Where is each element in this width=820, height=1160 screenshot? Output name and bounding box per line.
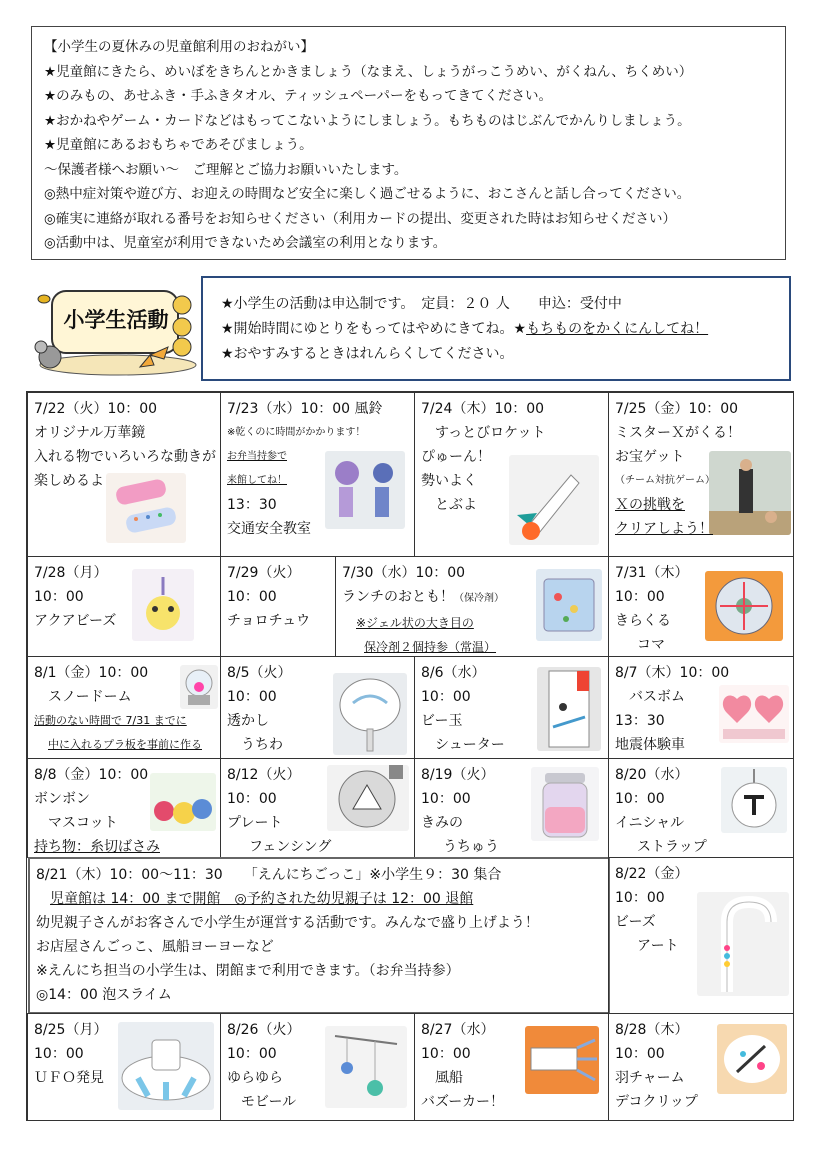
event-title (342, 585, 602, 611)
event-cell-0820 (608, 758, 794, 858)
event-title: ＵＦＯ発見 (34, 1070, 104, 1086)
event-time: 10：00 (227, 1046, 277, 1062)
event-date: 7/29（火） (227, 565, 301, 581)
event-note: お店屋さんごっこ、風船ヨーヨーなど (36, 939, 274, 955)
event-note: ※乾くのに時間がかかります！ (227, 427, 366, 438)
event-note: 保冷剤２個持参（常温） (364, 640, 497, 654)
event-cell-0822 (608, 857, 794, 1014)
event-note: 活動のない時間で 7/31 までに (34, 714, 187, 727)
event-time: 10：00 (227, 689, 277, 705)
event-note: 中に入れるプラ板を事前に作る (48, 738, 202, 751)
event-title: マスコット (48, 815, 118, 831)
rules-line: ★児童館にあるおもちゃであそびましょう。 (44, 137, 313, 153)
event-cell-0828 (608, 1013, 794, 1121)
event-cell-0729 (220, 556, 336, 657)
rules-line: ★おかねやゲーム・カードなどはもってこないようにしましょう。もちものはじぶんでかんりしましょう。 (44, 112, 691, 129)
event-note: 幼児親子さんがお客さんで小学生が運営する活動です。みんなで盛り上げよう！ (36, 915, 539, 931)
event-time: 10：00 (421, 791, 471, 807)
event-date: 8/1（金）10：00 (34, 665, 149, 681)
event-date: 7/31（木） (615, 565, 689, 581)
event-title: ビー玉 (421, 713, 463, 729)
event-cell-0731 (608, 556, 794, 657)
event-note: クリアしよう！ (615, 521, 713, 537)
activity-banner (30, 285, 200, 377)
event-cell-0808 (27, 758, 221, 858)
notice-line-2b: もちものをかくにんしてね！ (526, 321, 709, 337)
event-cell-0819 (414, 758, 609, 858)
event-cell-0821 (28, 857, 610, 1014)
rules-title: 【小学生の夏休みの児童館利用のおねがい】 (44, 39, 314, 55)
event-title: コマ (637, 637, 665, 653)
event-note: ◎14：00 泡スライム (36, 987, 172, 1003)
event-cell-0725 (608, 392, 794, 557)
event-title: プレート (227, 815, 283, 831)
event-note: お弁当持参で (227, 451, 287, 462)
event-cell-0825 (27, 1013, 221, 1121)
event-note: 勢いよく (421, 473, 477, 489)
event-time: 10：00 (615, 791, 665, 807)
event-note: 児童館は 14：00 まで開館 ◎予約された幼児親子は 12：00 退館 (50, 891, 474, 907)
rules-line: ★児童館にきたら、めいぼをきちんとかきましょう（なまえ、しょうがっこうめい、がくねん、ちくめい） (44, 63, 693, 80)
event-title-sub: （保冷剤） (454, 593, 504, 604)
event-date: 7/30（水）10：00 (342, 565, 466, 581)
event-date: 8/5（火） (227, 665, 292, 681)
event-title-main: ランチのおとも！ (342, 589, 454, 605)
event-note: 楽しめるよ (34, 473, 104, 489)
event-time: 13：30 (227, 497, 277, 513)
event-date: 8/21（木）10：00〜11：30 「えんにちごっこ」※小学生９：30 集合 (36, 867, 502, 883)
event-title: ビーズ (615, 914, 656, 930)
event-date: 8/28（木） (615, 1022, 689, 1038)
event-time: 10：00 (227, 791, 277, 807)
event-date: 7/23（水）10：00 風鈴 (227, 401, 383, 417)
notice-line-1: ★小学生の活動は申込制です。 定員：２０ 人 申込：受付中 (221, 296, 622, 312)
event-title: スノードーム (48, 689, 132, 705)
event-title: ボンボン (34, 791, 90, 807)
event-title: アクアビーズ (34, 613, 117, 629)
event-title: お宝ゲット (615, 449, 685, 465)
event-title: きらくる (615, 613, 671, 629)
event-date: 7/28（月） (34, 565, 108, 581)
event-title: うちゅう (443, 839, 499, 855)
notice-line-3: ★おやすみするときはれんらくしてください。 (221, 346, 514, 362)
event-time: 10：00 (615, 589, 665, 605)
event-cell-0827 (414, 1013, 609, 1121)
banner-title: 小学生活動 (63, 308, 169, 332)
event-time: 10：00 (34, 1046, 84, 1062)
event-title: 風船 (435, 1070, 463, 1086)
event-title: 交通安全教室 (227, 521, 311, 537)
event-title: きみの (421, 815, 463, 831)
notice-line-2a: ★開始時間にゆとりをもってはやめにきてね。★ (221, 321, 527, 337)
event-date: 8/27（水） (421, 1022, 495, 1038)
event-note: ぴゅーん！ (421, 449, 491, 465)
event-date: 8/7（木）10：00 (615, 665, 730, 681)
event-time: 13：30 (615, 713, 665, 729)
event-cell-0728 (27, 556, 221, 657)
activity-calendar (26, 391, 794, 1121)
event-note: （チーム対抗ゲーム） (615, 475, 715, 486)
event-date: 7/25（金）10：00 (615, 401, 739, 417)
event-title: ゆらゆら (227, 1070, 283, 1086)
event-cell-0812 (220, 758, 415, 858)
event-title: モビール (241, 1094, 297, 1110)
rules-line: ◎熱中症対策や遊び方、お迎えの時間など安全に楽しく過ごせるように、おこさんと話し合ってください。 (44, 186, 691, 202)
event-title: ミスターＸがくる！ (615, 425, 741, 441)
event-title: すっとびロケット (435, 425, 546, 441)
event-note: Ｘの挑戦を (615, 497, 685, 513)
event-date: 8/8（金）10：00 (34, 767, 149, 783)
event-date: 8/19（火） (421, 767, 495, 783)
event-time: 10：00 (615, 1046, 665, 1062)
rules-box (31, 26, 786, 260)
notice-box (201, 276, 791, 381)
event-title: 透かし (227, 713, 269, 729)
event-title: デコクリップ (615, 1094, 698, 1110)
event-note: ※ジェル状の大き目の (356, 616, 474, 630)
rules-line: ★のみもの、あせふき・手ふきタオル、ティッシュペーパーをもってきてください。 (44, 88, 552, 104)
event-note: ※えんにち担当の小学生は、閉館まで利用できます。（お弁当持参） (36, 963, 460, 979)
rules-line: ◎確実に連絡が取れる番号をお知らせください（利用カードの提出、変更された時はお知らせください） (44, 210, 676, 227)
event-title: 地震体験車 (615, 737, 685, 753)
event-title: イニシャル (615, 815, 685, 831)
event-title: バスボム (629, 689, 685, 705)
event-date: 7/24（木）10：00 (421, 401, 545, 417)
event-title: うちわ (241, 737, 283, 753)
event-note: 持ち物：糸切ばさみ (34, 839, 160, 855)
event-cell-0826 (220, 1013, 415, 1121)
event-cell-0807 (608, 656, 794, 759)
event-date: 8/6（水） (421, 665, 486, 681)
event-title: シューター (435, 737, 505, 753)
notice-line-2 (221, 317, 771, 342)
event-time: 10：00 (421, 689, 471, 705)
event-time: 10：00 (421, 1046, 471, 1062)
event-date: 8/25（月） (34, 1022, 108, 1038)
event-date: 7/22（火）10：00 (34, 401, 158, 417)
event-title: 羽チャーム (615, 1070, 685, 1086)
rules-line: ◎活動中は、児童室が利用できないため会議室の利用となります。 (44, 235, 447, 251)
event-title: フェンシング (249, 839, 332, 855)
event-cell-0724 (414, 392, 609, 557)
event-cell-0805 (220, 656, 415, 759)
event-title: チョロチュウ (227, 613, 311, 629)
event-cell-0801 (27, 656, 221, 759)
event-date: 8/22（金） (615, 866, 689, 882)
event-title: オリジナル万華鏡 (34, 425, 146, 441)
event-date: 8/26（火） (227, 1022, 301, 1038)
event-date: 8/12（火） (227, 767, 301, 783)
event-date: 8/20（水） (615, 767, 689, 783)
event-cell-0730 (335, 556, 609, 657)
event-note: 入れる物でいろいろな動きが (34, 449, 216, 465)
event-time: 10：00 (227, 589, 277, 605)
event-title: アート (637, 938, 679, 954)
event-time: 10：00 (34, 589, 84, 605)
event-note: 来館してね！ (227, 475, 287, 486)
event-title: ストラップ (637, 839, 707, 855)
event-cell-0723 (220, 392, 415, 557)
event-note: とぶよ (435, 497, 477, 513)
rules-line: 〜保護者様へお願い〜 ご理解とご協力お願いいたします。 (44, 161, 408, 178)
event-title: バズーカー！ (421, 1094, 505, 1110)
event-cell-0806 (414, 656, 609, 759)
event-cell-0722 (27, 392, 221, 557)
event-time: 10：00 (615, 890, 665, 906)
